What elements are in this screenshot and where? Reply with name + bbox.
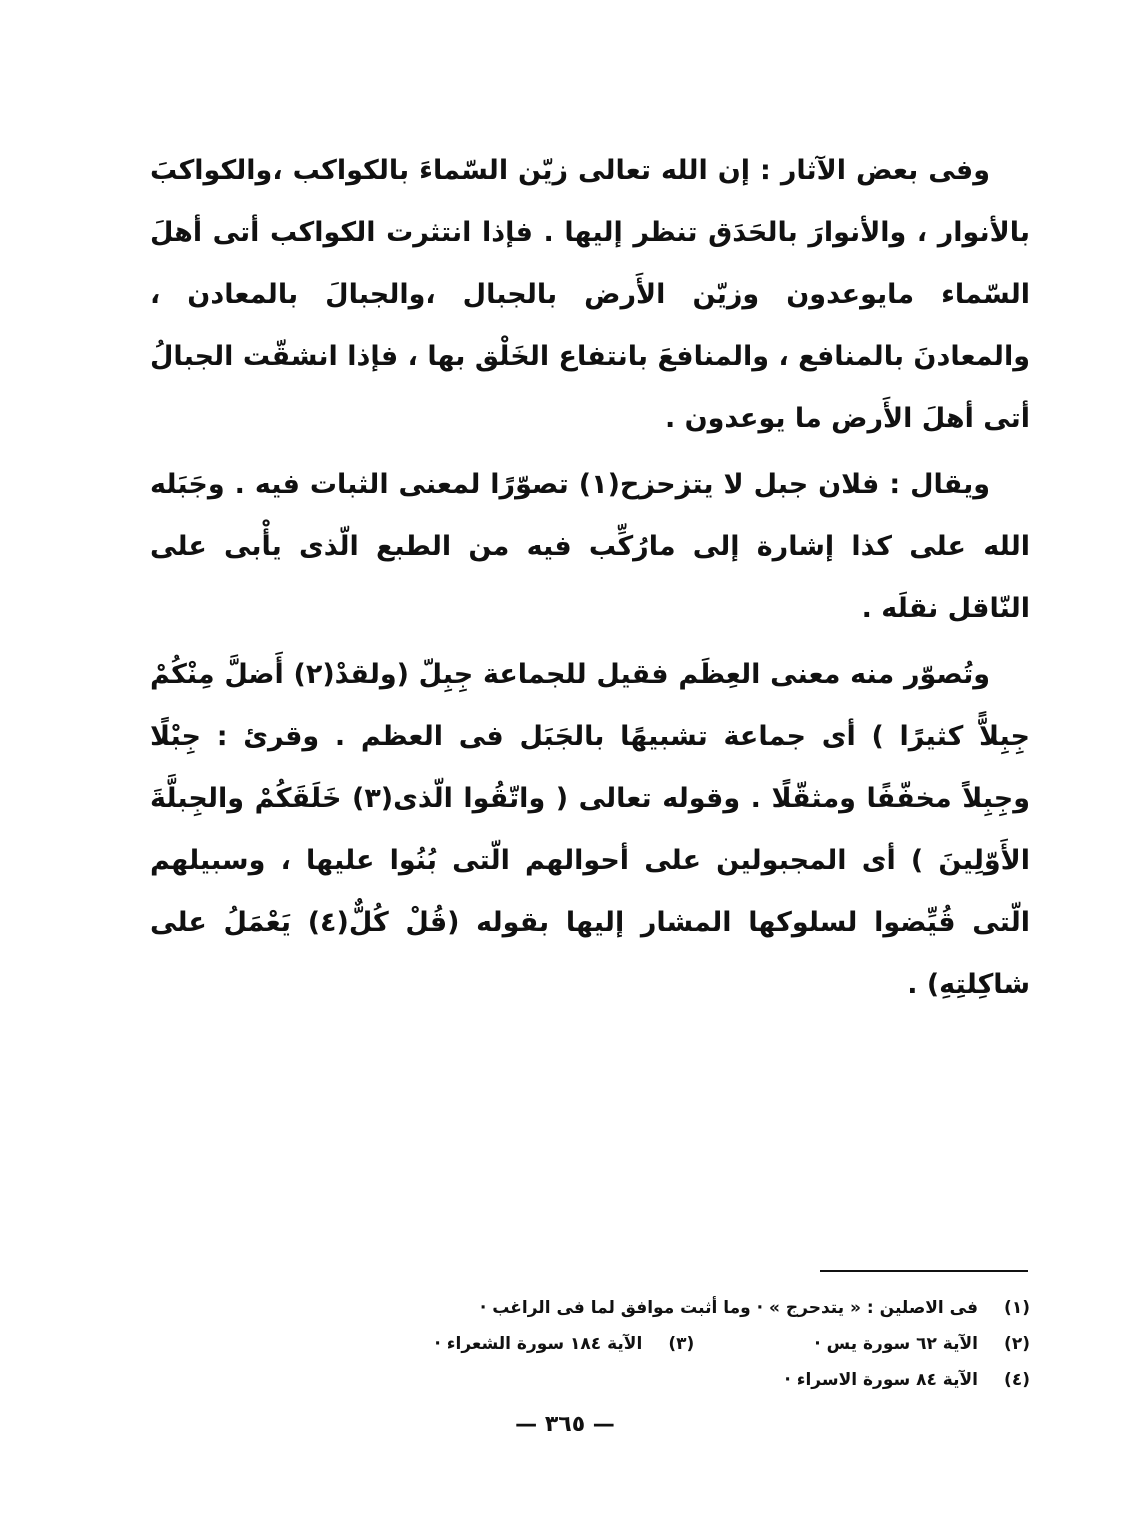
footnote-separator xyxy=(820,1270,1028,1272)
footnote-text: فى الاصلين : « يتدحرج » · وما أثبت موافق لما فى الراغب · xyxy=(479,1298,978,1318)
footnotes xyxy=(150,1290,1030,1398)
paragraph-2: ويقال : فلان جبل لا يتزحزح(١) تصوّرًا لمعنى الثبات فيه . وجَبَله الله على كذا إشارة إلى مارُكِّب فيه من الطبع الّذى يأْبى على النّاقل نقلَه . xyxy=(150,469,1030,624)
footnote-text: الآية ٦٢ سورة يس · xyxy=(814,1334,978,1354)
footnote-row-3 xyxy=(150,1362,1030,1398)
footnote-number: (١) xyxy=(1004,1298,1030,1318)
footnote-text: الآية ١٨٤ سورة الشعراء · xyxy=(434,1334,643,1354)
footnote-row-2 xyxy=(150,1326,1030,1362)
paragraph-1: وفى بعض الآثار : إن الله تعالى زيّن السّماءَ بالكواكب ،والكواكبَ بالأنوار ، والأنوارَ بالحَدَق تنظر إليها . فإذا انتثرت الكواكب أتى أهلَ السّماء مايوعدون وزيّن الأَرض بالجبال ،والجبالَ بالمعادن ، والمعادنَ بالمنافع ، والمنافعَ بانتفاع الخَلْق بها ، فإذا انشقّت الجبالُ أتى أهلَ الأَرض ما يوعدون . xyxy=(150,155,1030,434)
paragraph-3: وتُصوّر منه معنى العِظَم فقيل للجماعة جِبِلّ (ولقدْ(٢) أَضلَّ مِنْكُمْ جِبِلاًّ كثيرًا ) أى جماعة تشبيهًا بالجَبَل فى العظم . وقرئ : جِبْلًا وجِبِلاً مخفّفًا ومثقّلًا . وقوله تعالى ( واتّقُوا الّذى(٣) خَلَقَكُمْ والجِبلَّةَ الأَوّلِينَ ) أى المجبولين على أحوالهم الّتى بُنُوا عليها ، وسبيلهم الّتى قُيِّضوا لسلوكها المشار إليها بقوله (قُلْ كُلٌّ(٤) يَعْمَلُ على شاكِلتِهِ) . xyxy=(150,659,1031,1000)
main-text xyxy=(150,140,1030,1016)
footnote-number: (٣) xyxy=(668,1334,695,1354)
footnote-number: (٤) xyxy=(1004,1370,1030,1390)
page-number: — ٣٦٥ — xyxy=(515,1412,615,1437)
footnote-text: الآية ٨٤ سورة الاسراء · xyxy=(784,1370,978,1390)
footnote-row-1 xyxy=(150,1290,1030,1326)
footnote-number: (٢) xyxy=(1004,1334,1030,1354)
